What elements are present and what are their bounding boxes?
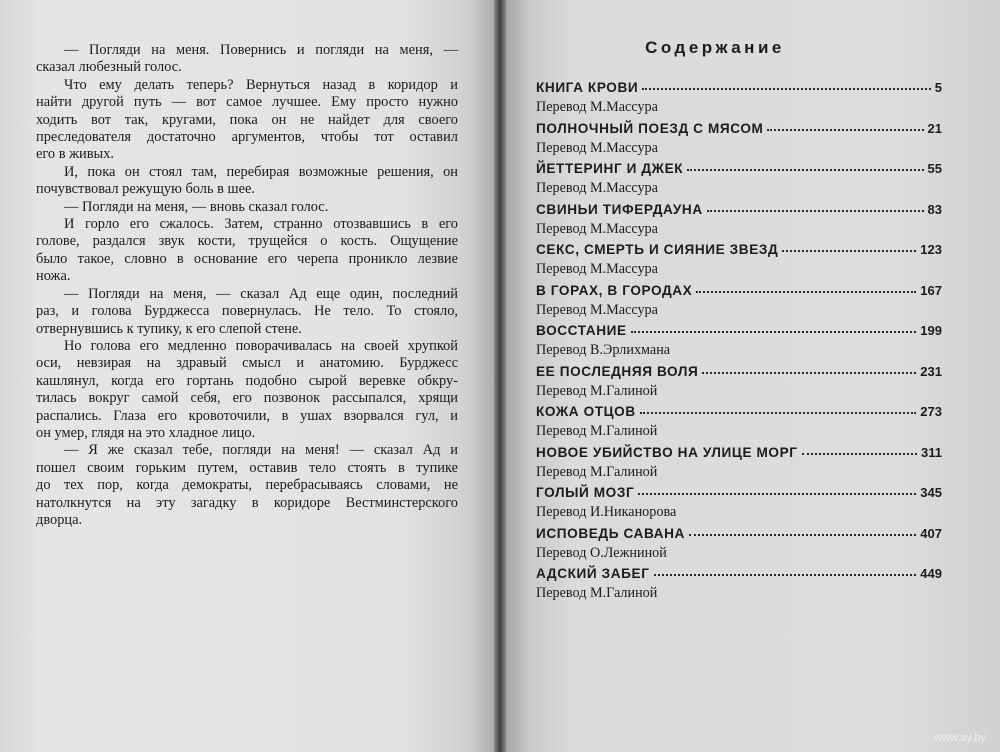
text-line: — Погляди на меня, — вновь сказал голос.: [64, 198, 329, 215]
text-line: тилась вокруг самой себя, его позвонок рассыпался, хрящи: [36, 390, 458, 407]
toc-row: [536, 202, 942, 221]
toc-translator: Перевод М.Массура: [536, 261, 658, 277]
toc-entry: [536, 202, 942, 243]
book-gutter: [494, 0, 506, 752]
toc-story-title: СЕКС, СМЕРТЬ И СИЯНИЕ ЗВЕЗД: [536, 242, 779, 257]
toc-story-title: ГОЛЫЙ МОЗГ: [536, 485, 635, 500]
toc-entry: [536, 485, 942, 526]
text-line: почувствовал режущую боль в шее.: [36, 181, 255, 198]
watermark: www.ay.by: [934, 732, 986, 744]
toc-row: [536, 526, 942, 545]
toc-story-title: ЕЕ ПОСЛЕДНЯЯ ВОЛЯ: [536, 363, 699, 379]
text-line: пошел своим горьким путем, оставив тело стоять в тупике: [36, 459, 458, 476]
toc-leader-dots: [707, 209, 924, 212]
toc-entry: [536, 566, 942, 607]
text-line: — Погляди на меня, — сказал Ад еще один, последний: [64, 285, 458, 302]
toc-translator: Перевод М.Массура: [536, 220, 658, 237]
text-line: отвернувшись к тупику, к его слепой стене.: [36, 320, 302, 337]
toc-page-number: 83: [927, 201, 942, 217]
text-line: — Я же сказал тебе, погляди на меня! — сказал Ад и: [64, 442, 458, 459]
text-line: натолкнутся на эту загадку в коридоре Вестминстерского: [36, 494, 458, 511]
story-text: [36, 42, 458, 529]
toc-entry: [536, 80, 942, 121]
toc-row: [536, 566, 942, 585]
toc-page-number: 21: [927, 120, 942, 136]
toc-page-number: 273: [920, 404, 942, 419]
toc-story-title: КНИГА КРОВИ: [536, 80, 639, 95]
toc-entry: [536, 161, 942, 202]
contents-heading: Содержание: [645, 38, 785, 57]
toc-leader-dots: [696, 290, 916, 293]
text-line: распались. Глаза его кровоточили, в ушах взорвался гул, и: [36, 407, 458, 424]
toc-translator: Перевод М.Массура: [536, 99, 658, 115]
toc-page-number: 345: [920, 485, 942, 500]
toc-translator: Перевод М.Галиной: [536, 382, 658, 399]
text-line: оси, невзирая на здравый смысл и анатомию. Бурджесс: [36, 355, 458, 372]
toc-page-number: 449: [920, 566, 942, 581]
toc-page-number: 55: [927, 161, 942, 176]
table-of-contents: [536, 80, 942, 607]
text-line: Что ему делать теперь? Вернуться назад в коридор и: [64, 76, 458, 93]
toc-page-number: 311: [921, 444, 942, 460]
toc-entry: [536, 323, 942, 364]
text-line: до тех пор, когда демократы, перебрасываясь словами, не: [36, 477, 458, 494]
text-line: ножа.: [36, 268, 71, 285]
toc-translator: Перевод М.Галиной: [536, 585, 658, 601]
toc-translator: Перевод И.Никанорова: [536, 504, 677, 520]
toc-translator: Перевод В.Эрлихмана: [536, 342, 671, 358]
text-line: найти другой путь — вот самое лучшее. Ему просто нужно: [36, 94, 458, 111]
toc-story-title: В ГОРАХ, В ГОРОДАХ: [536, 282, 693, 298]
toc-entry: [536, 445, 942, 486]
toc-leader-dots: [642, 87, 930, 90]
toc-leader-dots: [802, 452, 917, 455]
toc-row: [536, 364, 942, 383]
toc-leader-dots: [687, 168, 923, 171]
toc-entry: [536, 364, 942, 405]
toc-entry: [536, 526, 942, 567]
toc-page-number: 231: [920, 363, 942, 379]
toc-story-title: ПОЛНОЧНЫЙ ПОЕЗД С МЯСОМ: [536, 120, 764, 136]
text-line: Но голова его медленно поворачивалась на своей хрупкой: [64, 337, 458, 354]
toc-row: [536, 121, 942, 140]
left-page: [0, 0, 497, 752]
toc-page-number: 5: [934, 80, 942, 95]
toc-leader-dots: [702, 371, 916, 374]
toc-page-number: 407: [920, 525, 942, 541]
toc-page-number: 123: [920, 242, 942, 257]
toc-entry: [536, 404, 942, 445]
toc-story-title: СВИНЬИ ТИФЕРДАУНА: [536, 201, 703, 217]
toc-row: [536, 161, 942, 180]
toc-story-title: ВОССТАНИЕ: [536, 323, 627, 338]
text-line: И, пока он стоял там, перебирая возможные решения, он: [64, 163, 458, 180]
toc-translator: Перевод О.Лежниной: [536, 544, 667, 561]
toc-entry: [536, 121, 942, 162]
text-line: раз, и голова Бурджесса повернулась. Не тело. То стояло,: [36, 303, 458, 320]
text-line: кашлянул, когда его гортань подобно сырой веревке обкру-: [36, 372, 458, 389]
toc-page-number: 199: [920, 323, 942, 338]
toc-row: [536, 242, 942, 261]
text-line: его в живых.: [36, 146, 115, 163]
text-line: было такое, словно в основание его черепа проникло лезвие: [36, 250, 458, 267]
text-line: дворца.: [36, 511, 83, 528]
text-line: сказал любезный голос.: [36, 59, 182, 76]
toc-story-title: ИСПОВЕДЬ САВАНА: [536, 525, 685, 541]
text-line: ходить вот так, кругами, пока он не найдет для своего: [36, 111, 458, 128]
toc-story-title: АДСКИЙ ЗАБЕГ: [536, 566, 650, 581]
toc-leader-dots: [638, 492, 916, 495]
toc-translator: Перевод М.Массура: [536, 180, 658, 196]
toc-leader-dots: [767, 128, 923, 131]
toc-entry: [536, 283, 942, 324]
toc-row: [536, 404, 942, 423]
toc-row: [536, 283, 942, 302]
toc-translator: Перевод М.Галиной: [536, 423, 658, 439]
toc-leader-dots: [654, 573, 917, 576]
toc-entry: [536, 242, 942, 283]
text-line: — Погляди на меня. Повернись и погляди на меня, —: [64, 42, 458, 58]
toc-row: [536, 80, 942, 99]
toc-translator: Перевод М.Массура: [536, 139, 658, 156]
toc-translator: Перевод М.Массура: [536, 301, 658, 318]
toc-leader-dots: [631, 330, 917, 333]
toc-page-number: 167: [920, 282, 942, 298]
toc-leader-dots: [782, 249, 916, 252]
toc-translator: Перевод М.Галиной: [536, 463, 658, 480]
toc-row: [536, 445, 942, 464]
text-line: голове, раздался звук кости, трущейся о кость. Ощущение: [36, 233, 458, 250]
toc-leader-dots: [640, 411, 917, 414]
toc-story-title: ЙЕТТЕРИНГ И ДЖЕК: [536, 161, 684, 176]
toc-story-title: НОВОЕ УБИЙСТВО НА УЛИЦЕ МОРГ: [536, 444, 798, 460]
text-line: И горло его сжалось. Затем, странно отозвавшись в его: [64, 216, 458, 233]
toc-row: [536, 485, 942, 504]
toc-story-title: КОЖА ОТЦОВ: [536, 404, 636, 419]
text-line: он умер, глядя на это хладное лицо.: [36, 424, 256, 441]
toc-leader-dots: [689, 533, 916, 536]
text-line: преследователя достаточно аргументов, чтобы тот оставил: [36, 129, 458, 146]
toc-row: [536, 323, 942, 342]
